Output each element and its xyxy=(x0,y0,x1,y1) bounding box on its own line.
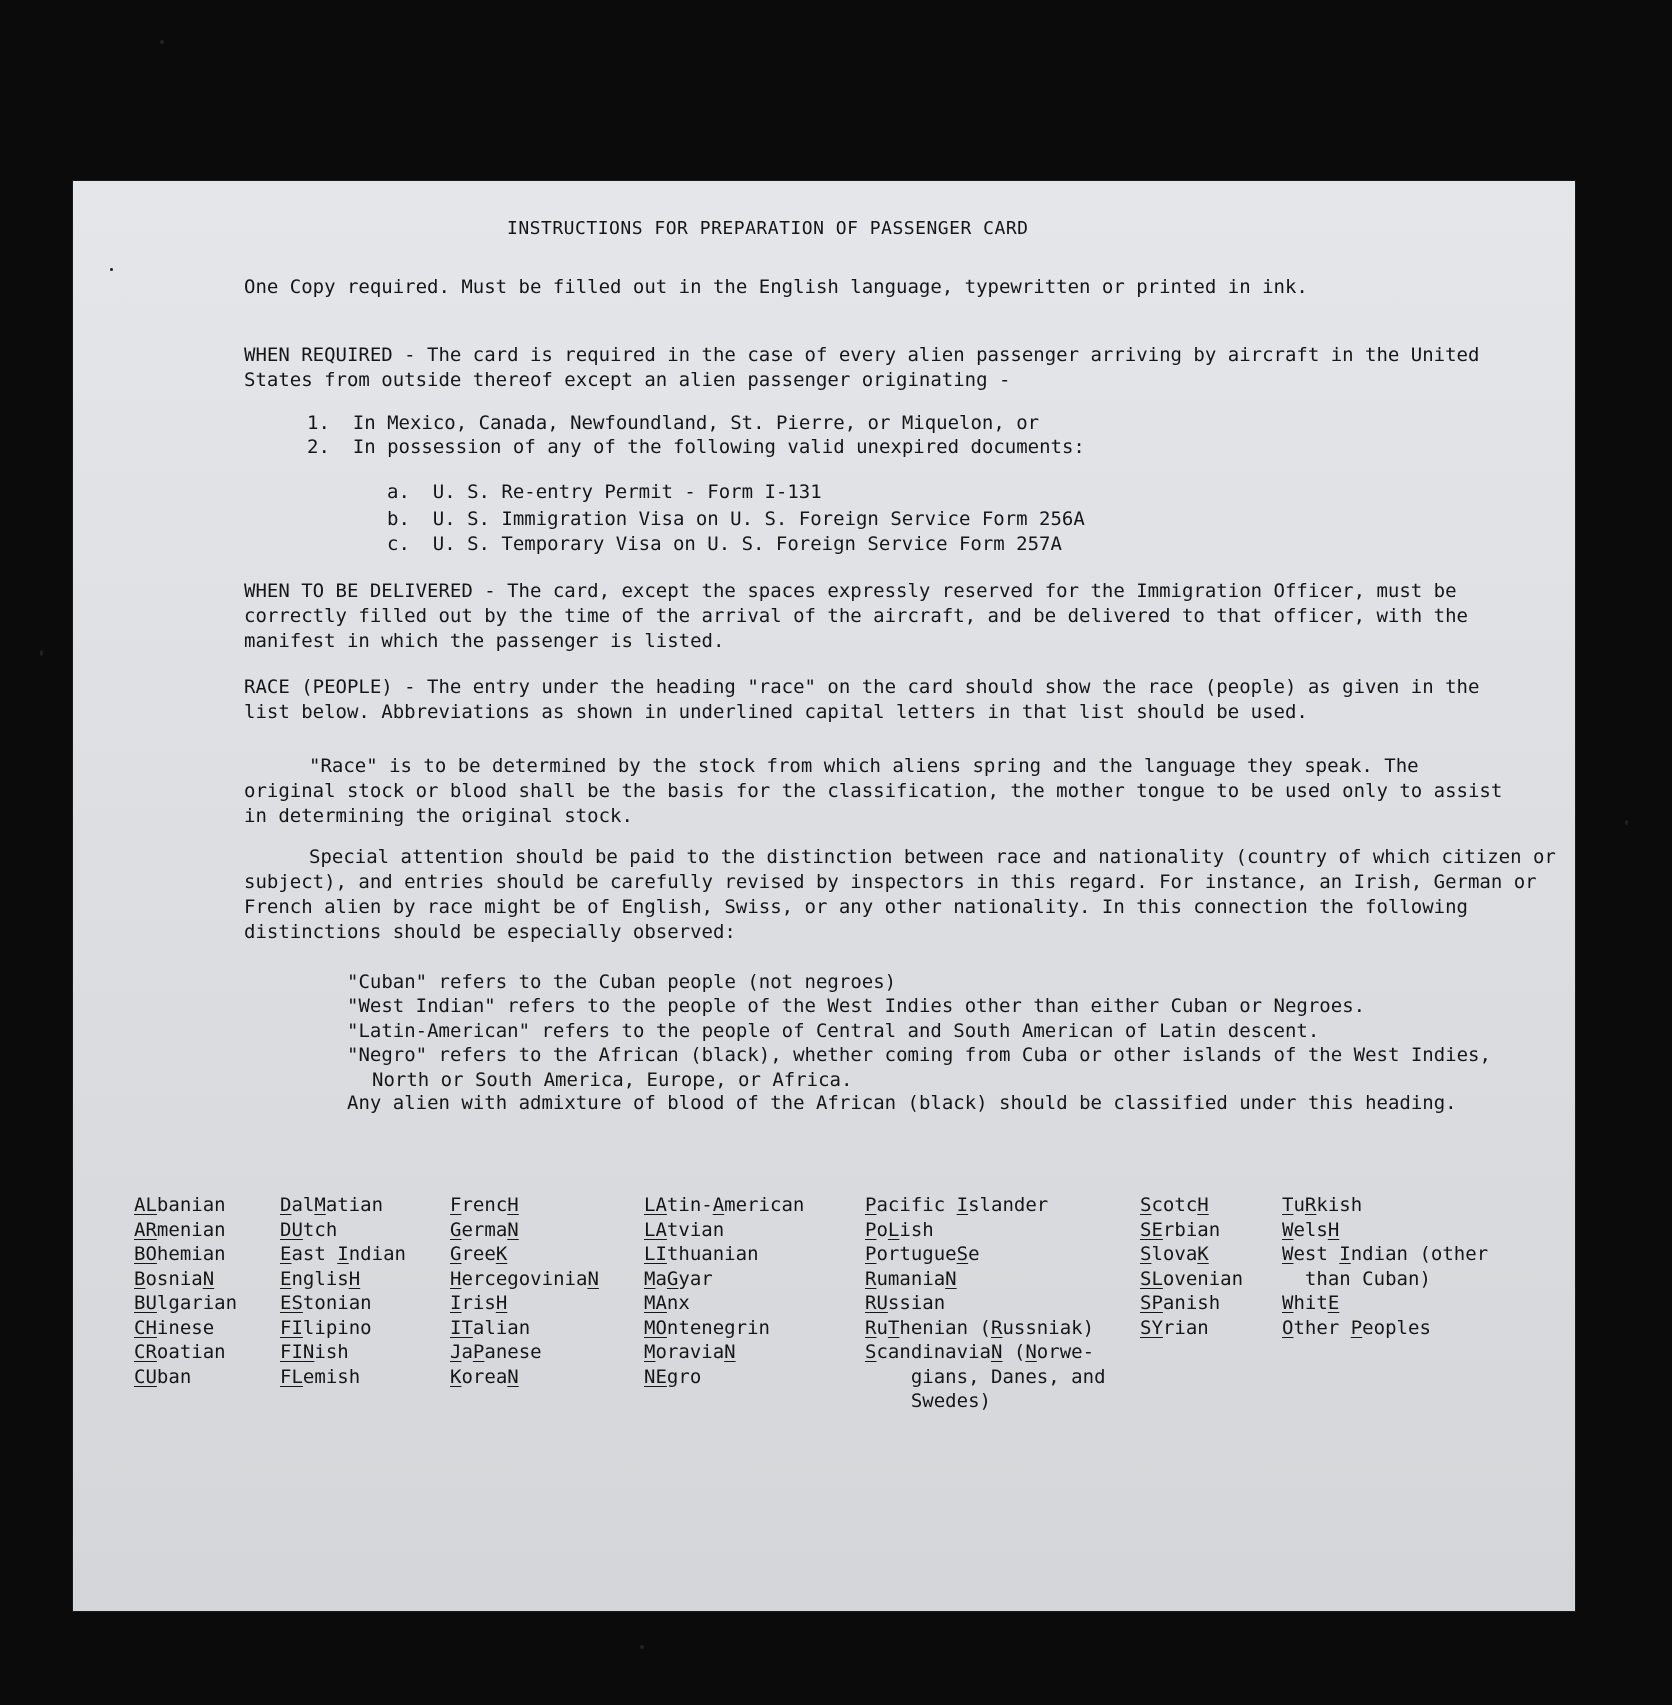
race-item: ScandinaviaN (Norwe- xyxy=(865,1341,1095,1363)
race-item: BosniaN xyxy=(134,1267,215,1290)
race-item: BOhemian xyxy=(134,1243,226,1265)
required-item-2: 2. In possession of any of the following valid unexpired documents: xyxy=(307,436,1085,458)
race-item: CUban xyxy=(134,1365,192,1388)
race-list-column xyxy=(1140,1193,1243,1340)
race-item: ScotcH xyxy=(1140,1194,1209,1216)
scan-speck xyxy=(1625,820,1628,825)
race-item: WelsH xyxy=(1282,1218,1340,1241)
race-item: CHinese xyxy=(134,1316,215,1339)
race-item: FrencH xyxy=(450,1194,519,1216)
race-item: West Indian (other xyxy=(1282,1243,1489,1265)
race-item: FIlipino xyxy=(280,1316,372,1339)
race-item: ITalian xyxy=(450,1316,531,1339)
race-definition-paragraph: "Race" is to be determined by the stock from which aliens spring and the language they speak. The original stock or blood shall be the basis for the classification, the mother tongue to be used only to assist in determining the original stock. xyxy=(244,755,1503,827)
race-item: SLovenian xyxy=(1140,1267,1244,1290)
race-item: GermaN xyxy=(450,1218,519,1241)
scan-speck xyxy=(40,650,43,656)
scan-speck xyxy=(110,268,113,271)
race-item: DalMatian xyxy=(280,1194,384,1216)
document-item-b: b. U. S. Immigration Visa on U. S. Foreign Service Form 256A xyxy=(387,508,1085,530)
document-item-a: a. U. S. Re-entry Permit - Form I-131 xyxy=(387,481,822,503)
required-item-1: 1. In Mexico, Canada, Newfoundland, St. Pierre, or Miquelon, or xyxy=(307,412,1040,434)
race-item: PortugueSe xyxy=(865,1243,980,1265)
race-item: FLemish xyxy=(280,1365,361,1388)
race-item: RuThenian (Russniak) xyxy=(865,1316,1095,1339)
race-item: MAnx xyxy=(644,1292,690,1314)
race-item: SYrian xyxy=(1140,1316,1209,1339)
scan-speck xyxy=(160,40,164,44)
race-item: HercegoviniaN xyxy=(450,1267,599,1290)
race-item: CRoatian xyxy=(134,1341,226,1363)
race-item: MOntenegrin xyxy=(644,1316,770,1339)
scan-speck xyxy=(640,1645,644,1649)
race-item: SlovaK xyxy=(1140,1243,1209,1265)
race-item: WhitE xyxy=(1282,1292,1340,1314)
race-item: GreeK xyxy=(450,1243,508,1265)
when-delivered-paragraph: WHEN TO BE DELIVERED - The card, except the spaces expressly reserved for the Immigration Officer, must be correctly filled out by the time of the arrival of the aircraft, and be delivered to that officer, with the manifest in which the passenger is listed. xyxy=(244,580,1468,652)
distinction-negro: "Negro" refers to the African (black), whether coming from Cuba or other islands of the West Indies, North or South America, Europe, or Africa. xyxy=(347,1044,1491,1091)
race-item: Pacific Islander xyxy=(865,1194,1049,1216)
race-list-column xyxy=(644,1193,804,1389)
race-item: RumaniaN xyxy=(865,1267,957,1290)
race-item: East Indian xyxy=(280,1243,406,1265)
race-item: KoreaN xyxy=(450,1365,519,1388)
race-list-column xyxy=(1282,1193,1488,1340)
race-item: LIthuanian xyxy=(644,1243,759,1265)
race-item: RUssian xyxy=(865,1292,946,1314)
race-item: LAtvian xyxy=(644,1218,725,1241)
race-item: SPanish xyxy=(1140,1292,1221,1314)
race-list-column xyxy=(280,1193,406,1389)
race-item: LAtin-American xyxy=(644,1194,805,1216)
when-required-paragraph: WHEN REQUIRED - The card is required in the case of every alien passenger arriving by aircraft in the United States from outside thereof except an alien passenger originating - xyxy=(244,344,1480,391)
race-item: DUtch xyxy=(280,1218,338,1241)
distinction-admixture: Any alien with admixture of blood of the African (black) should be classified under this heading. xyxy=(347,1092,1457,1114)
race-item: MoraviaN xyxy=(644,1341,736,1363)
race-item: Swedes) xyxy=(910,1390,991,1412)
race-item: JaPanese xyxy=(450,1341,542,1363)
document-item-c: c. U. S. Temporary Visa on U. S. Foreign Service Form 257A xyxy=(387,533,1062,555)
race-item: than Cuban) xyxy=(1304,1267,1431,1290)
race-list-column xyxy=(865,1193,1106,1414)
race-item: PoLish xyxy=(865,1218,934,1241)
race-item: SErbian xyxy=(1140,1218,1221,1241)
race-item: EnglisH xyxy=(280,1267,361,1290)
page-title: INSTRUCTIONS FOR PREPARATION OF PASSENGER CARD xyxy=(507,218,1029,239)
race-item: Other Peoples xyxy=(1282,1316,1431,1339)
race-item: gians, Danes, and xyxy=(910,1365,1106,1388)
race-item: BUlgarian xyxy=(134,1292,238,1314)
intro-paragraph: One Copy required. Must be filled out in the English language, typewritten or printed in ink. xyxy=(244,276,1308,298)
race-item: MaGyar xyxy=(644,1267,713,1290)
distinction-latin-american: "Latin-American" refers to the people of Central and South American of Latin descent. xyxy=(347,1020,1320,1042)
race-item: TuRkish xyxy=(1282,1194,1363,1216)
race-item: NEgro xyxy=(644,1365,702,1388)
race-item: IrisH xyxy=(450,1292,508,1314)
race-list-column xyxy=(450,1193,599,1389)
race-item: FINish xyxy=(280,1341,349,1363)
document-page xyxy=(72,180,1576,1612)
race-item: ARmenian xyxy=(134,1218,226,1241)
race-item: ALbanian xyxy=(134,1194,226,1216)
race-list-column xyxy=(134,1193,237,1389)
race-item: EStonian xyxy=(280,1292,372,1314)
distinction-west-indian: "West Indian" refers to the people of the West Indies other than either Cuban or Negroes. xyxy=(347,995,1366,1017)
special-attention-paragraph: Special attention should be paid to the distinction between race and nationality (country of which citizen or subject), and entries should be carefully revised by inspectors in this regard. For instance, an Irish, German or French alien by race might be of English, Swiss, or any other nationality. In this connection the following distinctions should be especially observed: xyxy=(244,846,1556,943)
distinction-cuban: "Cuban" refers to the Cuban people (not negroes) xyxy=(347,971,897,993)
race-paragraph: RACE (PEOPLE) - The entry under the heading "race" on the card should show the race (people) as given in the list below. Abbreviations as shown in underlined capital letters in that list should be used. xyxy=(244,676,1480,723)
